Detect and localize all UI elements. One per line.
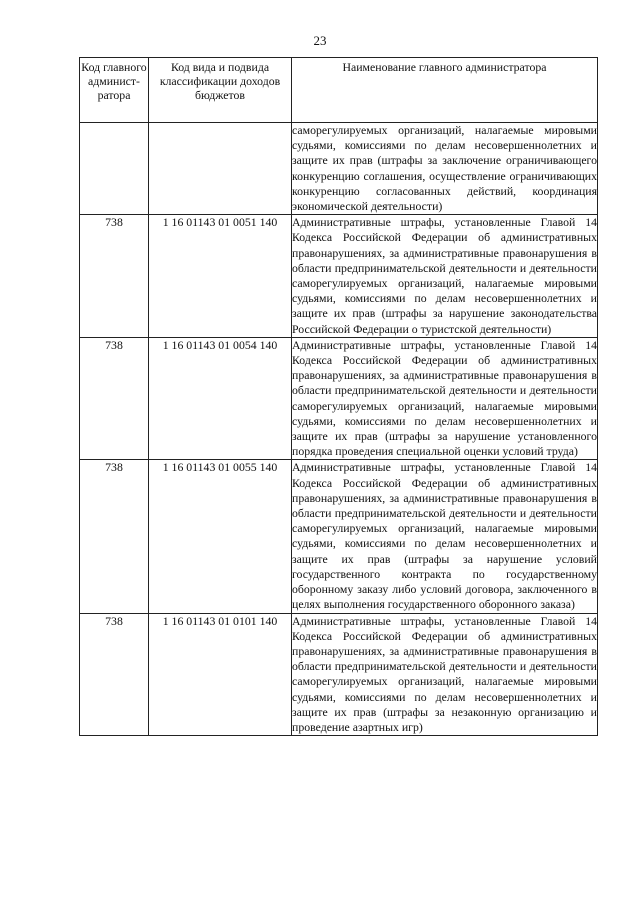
table-row xyxy=(80,460,598,613)
income-code-cell: 1 16 01143 01 0055 140 xyxy=(149,460,292,613)
admin-name-cell: Административные штрафы, установленные Главой 14 Кодекса Российской Федерации об административных правонарушениях, за административные правонарушения в области предпринимательской деятельности и деятельности саморегулируемых организаций, налагаемые мировыми судьями, комиссиями по делам несовершеннолетних и защите их прав (штрафы за нарушение установленного порядка проведения специальной оценки условий труда) xyxy=(292,337,597,459)
table-row xyxy=(80,215,598,338)
table-row xyxy=(80,337,598,460)
admin-code-cell xyxy=(80,123,149,215)
header-income-code: Код вида и подвида классификации доходов бюджетов xyxy=(149,58,292,123)
admin-code-cell: 738 xyxy=(80,337,149,460)
admin-name-cell: Административные штрафы, установленные Главой 14 Кодекса Российской Федерации об административных правонарушениях, за административные правонарушения в области предпринимательской деятельности и деятельности саморегулируемых организаций, налагаемые мировыми судьями, комиссиями по делам несовершеннолетних и защите их прав (штрафы за незаконную организацию и проведение азартных игр) xyxy=(292,613,597,734)
income-classification-table xyxy=(79,57,598,736)
admin-code-cell: 738 xyxy=(80,460,149,613)
page-number: 23 xyxy=(313,33,327,48)
income-code-cell: 1 16 01143 01 0051 140 xyxy=(149,215,292,338)
income-code-cell xyxy=(149,123,292,215)
admin-name-cell: саморегулируемых организаций, налагаемые мировыми судьями, комиссиями по делам несовершеннолетних и защите их прав (штрафы за заключение ограничивающего конкуренцию соглашения, осуществление ограничивающих конкуренцию согласованных действий, координация экономической деятельности) xyxy=(292,123,597,214)
admin-code-cell: 738 xyxy=(80,215,149,338)
header-admin-name: Наименование главного администратора xyxy=(292,58,598,123)
table-header-row xyxy=(80,58,598,123)
admin-name-cell: Административные штрафы, установленные Главой 14 Кодекса Российской Федерации об административных правонарушениях, за административные правонарушения в области предпринимательской деятельности и деятельности саморегулируемых организаций, налагаемые мировыми судьями, комиссиями по делам несовершеннолетних и защите их прав (штрафы за нарушение законодательства Российской Федерации о туристской деятельности) xyxy=(292,215,597,336)
admin-name-cell: Административные штрафы, установленные Главой 14 Кодекса Российской Федерации об административных правонарушениях, за административные правонарушения в области предпринимательской деятельности и деятельности саморегулируемых организаций, налагаемые мировыми судьями, комиссиями по делам несовершеннолетних и защите их прав (штрафы за нарушение условий государственного контракта по государственному оборонному заказу либо условий договора, заключенного в целях выполнения государственного оборонного заказа) xyxy=(292,460,597,612)
admin-code-cell: 738 xyxy=(80,613,149,736)
table-row xyxy=(80,613,598,736)
income-code-cell: 1 16 01143 01 0054 140 xyxy=(149,337,292,460)
income-code-cell: 1 16 01143 01 0101 140 xyxy=(149,613,292,736)
table-row xyxy=(80,123,598,215)
header-admin-code: Код главного админист-ратора xyxy=(80,58,149,123)
